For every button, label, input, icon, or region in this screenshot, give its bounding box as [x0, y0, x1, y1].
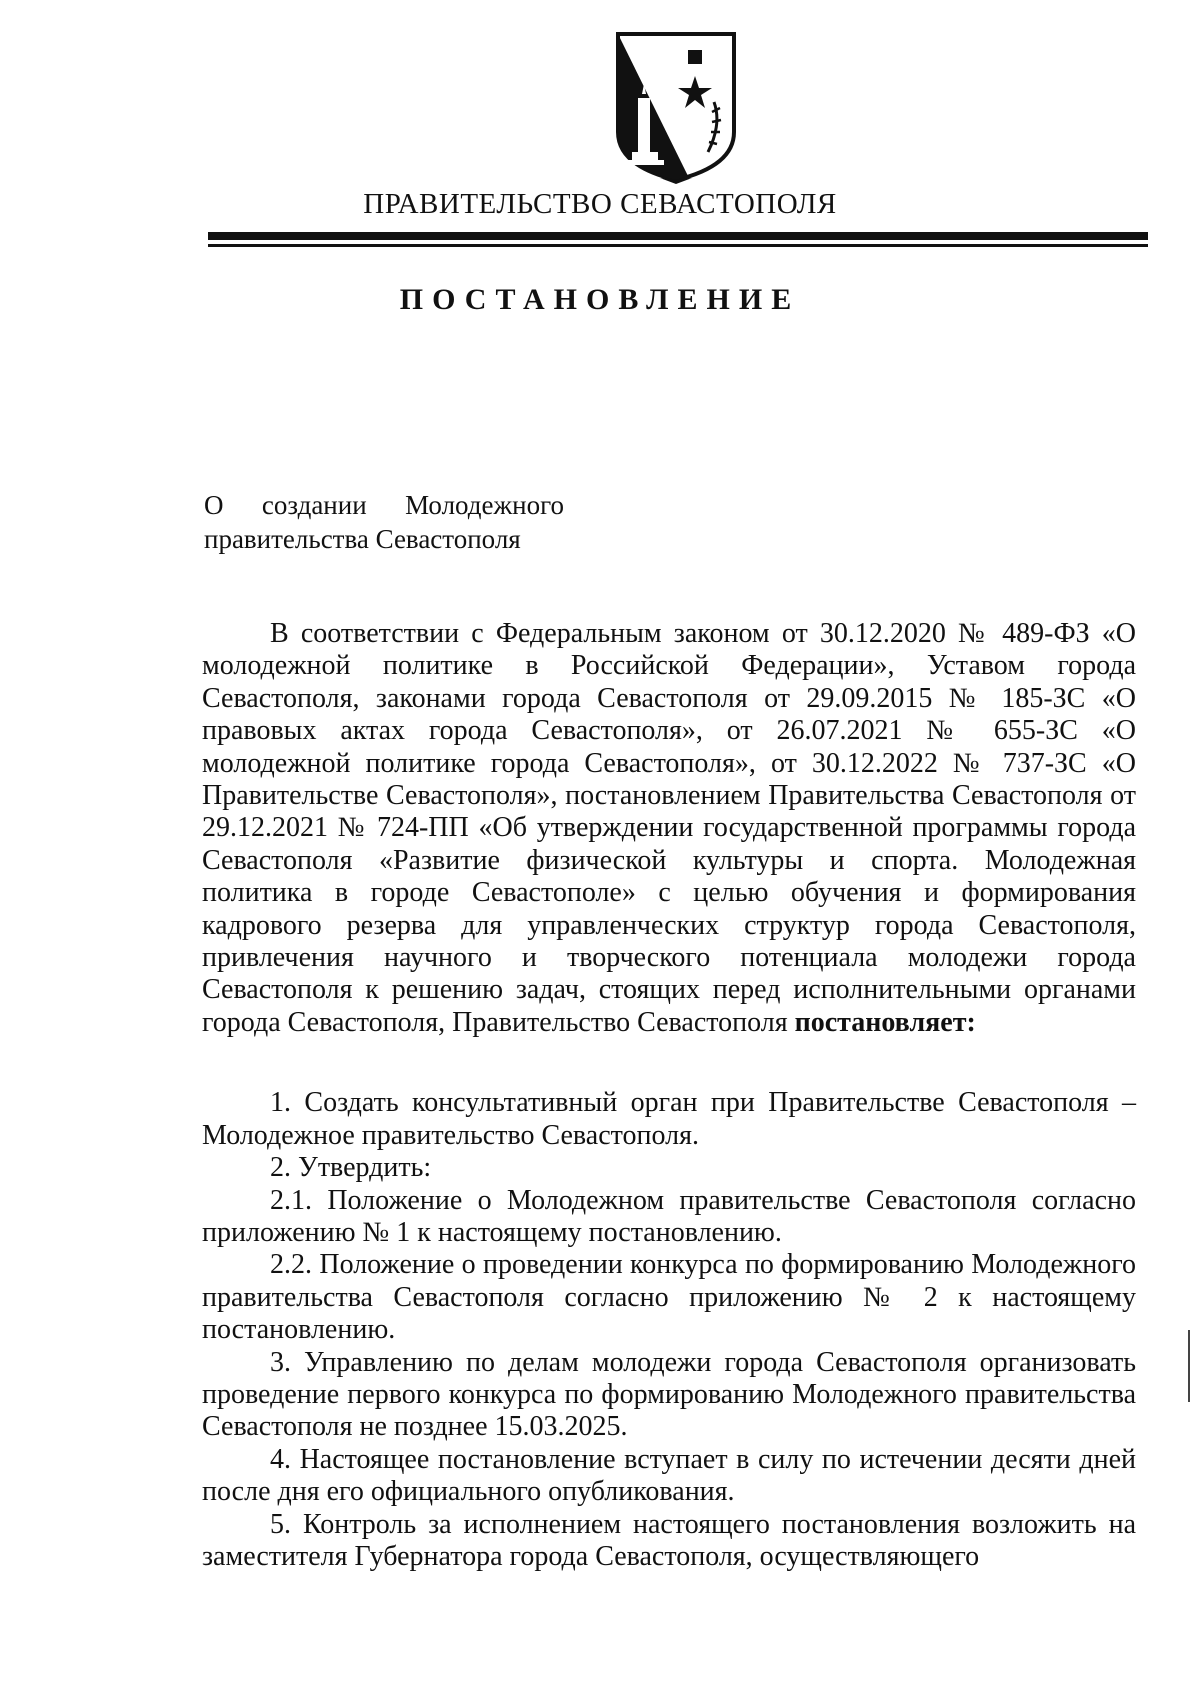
item-3: 3. Управлению по делам молодежи города Севастополя организовать проведение первого конкурса по формированию Молодежного правительства Севастополя не позднее 15.03.2025.: [202, 1346, 1136, 1443]
subject-line-2: правительства Севастополя: [204, 524, 521, 554]
item-2: 2. Утвердить:: [270, 1152, 432, 1184]
document-subject: [204, 488, 564, 556]
preamble-text: В соответствии с Федеральным законом от 30.12.2020 № 489-ФЗ «О молодежной политике в Российской Федерации», Уставом города Севастополя, законами города Севастополя от 29.09.2015 № 185-ЗС «О правовых актах города Севастополя», от 26.07.2021 № 655-ЗС «О молодежной политике города Севастополя», от 30.12.2022 № 737-ЗС «О Правительстве Севастополя», постановлением Правительства Севастополя от 29.12.2021 № 724-ПП «Об утверждении государственной программы города Севастополя «Развитие физической культуры и спорта. Молодежная политика в городе Севастополе» с целью обучения и формирования кадрового резерва для управленческих структур города Севастополя, привлечения научного и творческого потенциала молодежи города Севастополя к решению задач, стоящих перед исполнительными органами города Севастополя, Правительство Севастополя: [202, 618, 1136, 1038]
document-body: [202, 618, 1136, 1573]
subject-line-1: О создании Молодежного: [204, 490, 564, 520]
decree-word: постановляет:: [794, 1006, 976, 1038]
organization-title: ПРАВИТЕЛЬСТВО СЕВАСТОПОЛЯ: [363, 188, 837, 220]
preamble-paragraph: [202, 618, 1136, 1039]
item-1: 1. Создать консультативный орган при Правительстве Севастополя – Молодежное правительство Севастополя.: [202, 1087, 1136, 1151]
header-rule-thick: [208, 232, 1148, 240]
coat-of-arms-icon: [612, 28, 740, 184]
header-rule-thin: [208, 244, 1148, 247]
scan-margin-mark: [1188, 1330, 1190, 1402]
item-5: 5. Контроль за исполнением настоящего постановления возложить на заместителя Губернатора города Севастополя, осуществляющего: [202, 1508, 1136, 1572]
item-2-2: 2.2. Положение о проведении конкурса по формированию Молодежного правительства Севастополя согласно приложению № 2 к настоящему постановлению.: [202, 1249, 1136, 1346]
item-4: 4. Настоящее постановление вступает в силу по истечении десяти дней после дня его официального опубликования.: [202, 1443, 1136, 1508]
document-type-title: ПОСТАНОВЛЕНИЕ: [399, 283, 801, 316]
item-2-1: 2.1. Положение о Молодежном правительстве Севастополя согласно приложению № 1 к настоящему постановлению.: [202, 1184, 1136, 1248]
